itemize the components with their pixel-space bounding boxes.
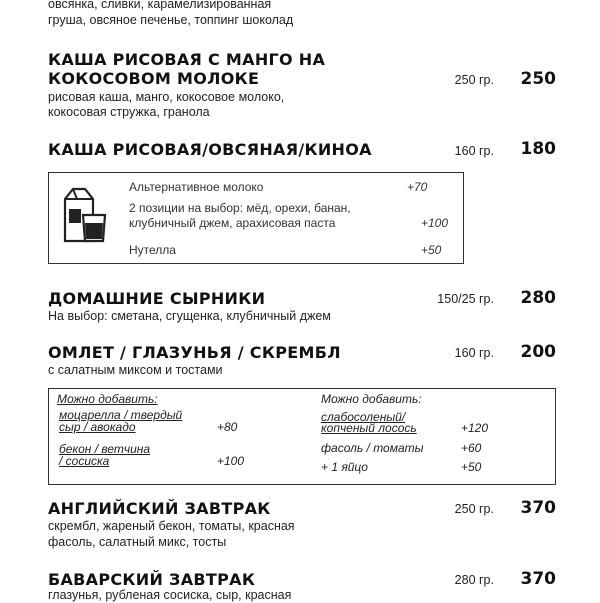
item-price: 370 <box>520 498 556 518</box>
item-price: 180 <box>520 139 556 159</box>
addon-label-line-1: слабосоленый/ <box>321 410 406 424</box>
addon-price: +60 <box>461 441 482 455</box>
milk-carton-icon <box>59 185 107 243</box>
addon-label-line-1: 2 позиции на выбор: мёд, орехи, банан, <box>129 201 351 215</box>
addon-price: +100 <box>421 216 449 230</box>
item-title-line-1: КАША РИСОВАЯ С МАНГО НА <box>48 50 326 69</box>
item-price: 250 <box>520 69 556 89</box>
addon-label: + 1 яйцо <box>321 460 368 474</box>
item-weight: 160 гр. <box>454 346 494 360</box>
item-weight: 250 гр. <box>454 73 494 87</box>
porridge-addons-box <box>48 172 464 264</box>
item-title: ОМЛЕТ / ГЛАЗУНЬЯ / СКРЕМБЛ <box>48 343 341 362</box>
addons-heading-right: Можно добавить: <box>321 392 422 406</box>
item-title: БАВАРСКИЙ ЗАВТРАК <box>48 570 256 589</box>
item-title: ДОМАШНИЕ СЫРНИКИ <box>48 289 266 308</box>
item-title: АНГЛИЙСКИЙ ЗАВТРАК <box>48 499 271 518</box>
addon-label-line-2: сыр / авокадо <box>59 420 136 434</box>
item-desc: На выбор: сметана, сгущенка, клубничный джем <box>48 309 331 323</box>
item-desc: с салатным миксом и тостами <box>48 363 223 377</box>
addon-price: +120 <box>461 421 489 435</box>
addon-label: фасоль / томаты <box>321 441 424 455</box>
addon-label-line-1: моцарелла / твердый <box>59 408 183 422</box>
top-item-desc-line-1: овсянка, сливки, карамелизированная <box>48 0 272 11</box>
addon-label-line-2: клубничный джем, арахисовая паста <box>129 216 336 230</box>
addon-label: Альтернативное молоко <box>129 180 264 194</box>
item-weight: 250 гр. <box>454 502 494 516</box>
addons-heading-left: Можно добавить: <box>57 392 158 406</box>
addon-price: +100 <box>217 454 245 468</box>
addon-price: +50 <box>461 460 482 474</box>
item-title-line-2: КОКОСОВОМ МОЛОКЕ <box>48 69 260 88</box>
addon-price: +50 <box>421 243 442 257</box>
addon-label-line-2: копченый лосось <box>321 421 417 435</box>
item-desc-line-1: скрембл, жареный бекон, томаты, красная <box>48 519 295 533</box>
item-desc-line-2: фасоль, салатный микс, тосты <box>48 535 227 549</box>
item-title: КАША РИСОВАЯ/ОВСЯНАЯ/КИНОА <box>48 140 372 159</box>
item-price: 280 <box>520 288 556 308</box>
addon-price: +80 <box>217 420 238 434</box>
item-desc-line-2: кокосовая стружка, гранола <box>48 105 210 119</box>
item-weight: 280 гр. <box>454 573 494 587</box>
omelette-addons-box <box>48 388 556 485</box>
addon-label-line-2: / сосиска <box>59 454 110 468</box>
item-weight: 150/25 гр. <box>437 292 494 306</box>
item-weight: 160 гр. <box>454 144 494 158</box>
addon-price: +70 <box>407 180 428 194</box>
item-price: 200 <box>520 342 556 362</box>
item-price: 370 <box>520 569 556 589</box>
top-item-desc-line-2: груша, овсяное печенье, топпинг шоколад <box>48 13 294 27</box>
item-desc: глазунья, рубленая сосиска, сыр, красная <box>48 588 292 602</box>
addon-label-line-1: бекон / ветчина <box>59 442 151 456</box>
item-desc-line-1: рисовая каша, манго, кокосовое молоко, <box>48 90 285 104</box>
addon-label: Нутелла <box>129 243 176 257</box>
